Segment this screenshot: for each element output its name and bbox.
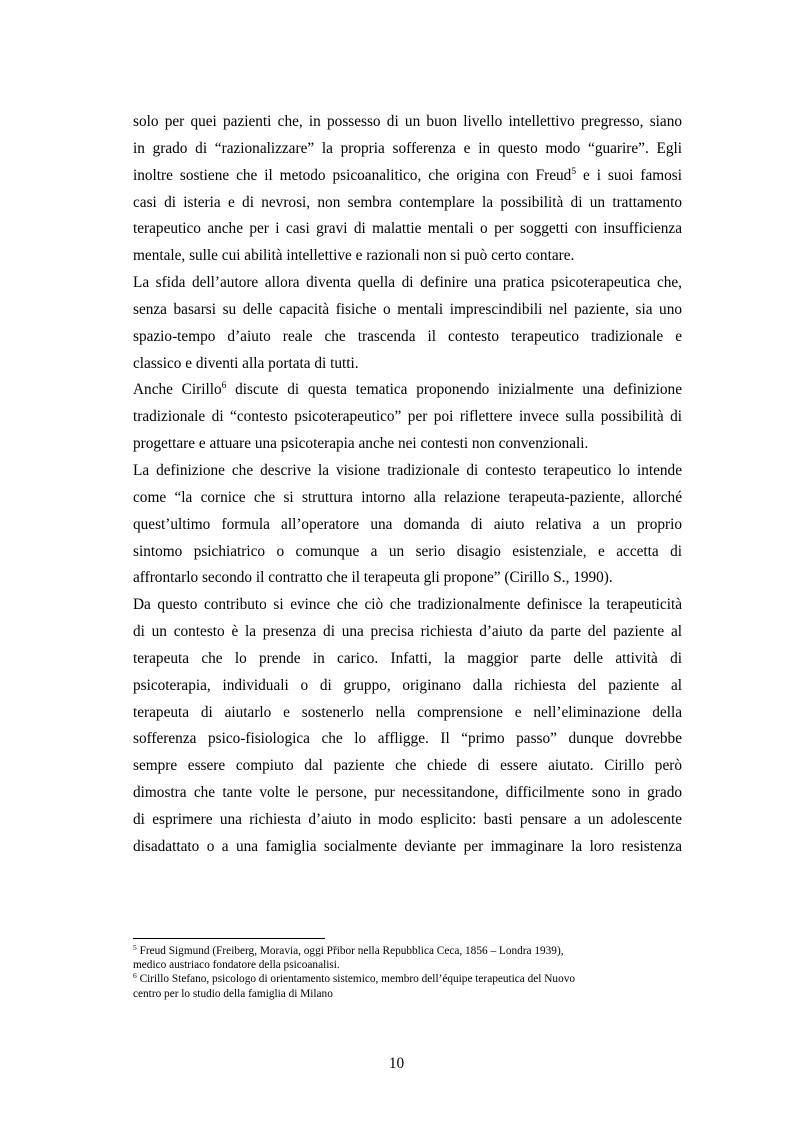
text-line-with-footnote xyxy=(133,163,682,190)
text-segment: Anche Cirillo xyxy=(133,381,222,399)
text-line: terapeutico anche per i casi gravi di malattie mentali o per soggetti con insufficienza xyxy=(133,220,682,238)
text-segment: inoltre sostiene che il metodo psicoanalitico, che origina con Freud xyxy=(133,166,572,184)
text-line: progettare e attuare una psicoterapia anche nei contesti non convenzionali. xyxy=(133,435,589,453)
text-line: solo per quei pazienti che, in possesso di un buon livello intellettivo pregresso, siano xyxy=(133,113,682,130)
text-segment: e i suoi famosi xyxy=(576,166,682,184)
footnote-ref-6[interactable]: 6 xyxy=(221,381,227,392)
text-line: quest’ultimo formula all’operatore una domanda di aiuto relativa a un proprio xyxy=(133,515,682,533)
text-line: sempre essere compiuto dal paziente che chiede di essere aiutato. Cirillo però xyxy=(133,757,682,775)
text-line: terapeuta di aiutarlo e sostenerlo nella comprensione e nell’eliminazione della xyxy=(133,703,682,721)
footnote-separator xyxy=(133,938,325,939)
text-line: dimostra che tante volte le persone, pur necessitandone, difficilmente sono in grado xyxy=(133,784,682,802)
text-line: psicoterapia, individuali o di gruppo, originano dalla richiesta del paziente al xyxy=(133,676,682,694)
paragraph-5 xyxy=(133,592,682,860)
text-segment: discute di questa tematica proponendo inizialmente una definizione xyxy=(226,381,682,399)
text-line: tradizionale di “contesto psicoterapeutico” per poi riflettere invece sulla possibilità di xyxy=(133,408,682,426)
page-number: 10 xyxy=(388,1055,405,1072)
text-line-with-footnote xyxy=(133,377,682,404)
text-line: terapeuta che lo prende in carico. Infatti, la maggior parte delle attività di xyxy=(133,649,682,667)
paragraph-2 xyxy=(133,270,682,377)
text-line: come “la cornice che si struttura intorno alla relazione terapeuta-paziente, allorché xyxy=(133,488,682,506)
footnote-marker: 6 xyxy=(133,971,137,981)
text-line: in grado di “razionalizzare” la propria sofferenza e in questo modo “guarire”. Egli xyxy=(133,139,682,157)
footnotes xyxy=(133,944,693,1001)
text-line: affrontarlo secondo il contratto che il terapeuta gli propone” (Cirillo S., 1990). xyxy=(133,569,613,587)
text-line: spazio-tempo d’aiuto reale che trascenda il contesto terapeutico tradizionale e xyxy=(133,327,682,345)
footnote-text: medico austriaco fondatore della psicoanalisi. xyxy=(133,959,340,972)
text-line: di esprimere una richiesta d’aiuto in modo esplicito: basti pensare a un adolescente xyxy=(133,810,682,828)
text-line: di un contesto è la presenza di una precisa richiesta d’aiuto da parte del paziente al xyxy=(133,623,682,641)
text-line: sintomo psichiatrico o comunque a un serio disagio esistenziale, e accetta di xyxy=(133,542,682,560)
text-line: senza basarsi su delle capacità fisiche o mentali imprescindibili nel paziente, sia uno xyxy=(133,300,682,318)
text-line: La sfida dell’autore allora diventa quella di definire una pratica psicoterapeutica che, xyxy=(133,274,682,292)
footnote-text: centro per lo studio della famiglia di Milano xyxy=(133,987,333,1000)
text-line: Da questo contributo si evince che ciò che tradizionalmente definisce la terapeuticità xyxy=(133,596,682,614)
text-line: classico e diventi alla portata di tutti. xyxy=(133,354,359,372)
footnote-text: Cirillo Stefano, psicologo di orientamento sistemico, membro dell’équipe terapeutica del Nuovo xyxy=(136,973,576,986)
text-line: casi di isteria e di nevrosi, non sembra contemplare la possibilità di un trattamento xyxy=(133,193,682,211)
footnote-ref-5[interactable]: 5 xyxy=(571,166,577,177)
footnote-marker: 5 xyxy=(133,943,137,952)
body-text xyxy=(133,109,682,861)
text-line: disadattato o a una famiglia socialmente deviante per immaginare la loro resistenza xyxy=(133,837,682,855)
text-line: La definizione che descrive la visione tradizionale di contesto terapeutico lo intende xyxy=(133,461,682,479)
footnote-5 xyxy=(133,944,693,972)
paragraph-3 xyxy=(133,377,682,458)
footnote-text: Freud Sigmund (Freiberg, Moravia, oggi Přibor nella Repubblica Ceca, 1856 – Londra 1939), xyxy=(136,945,564,957)
footnote-6 xyxy=(133,972,693,1000)
text-line: mentale, sulle cui abilità intellettive e razionali non si può certo contare. xyxy=(133,247,575,265)
paragraph-1 xyxy=(133,109,682,270)
paragraph-4 xyxy=(133,458,682,592)
text-line: sofferenza psico-fisiologica che lo affligge. Il “primo passo” dunque dovrebbe xyxy=(133,730,682,748)
